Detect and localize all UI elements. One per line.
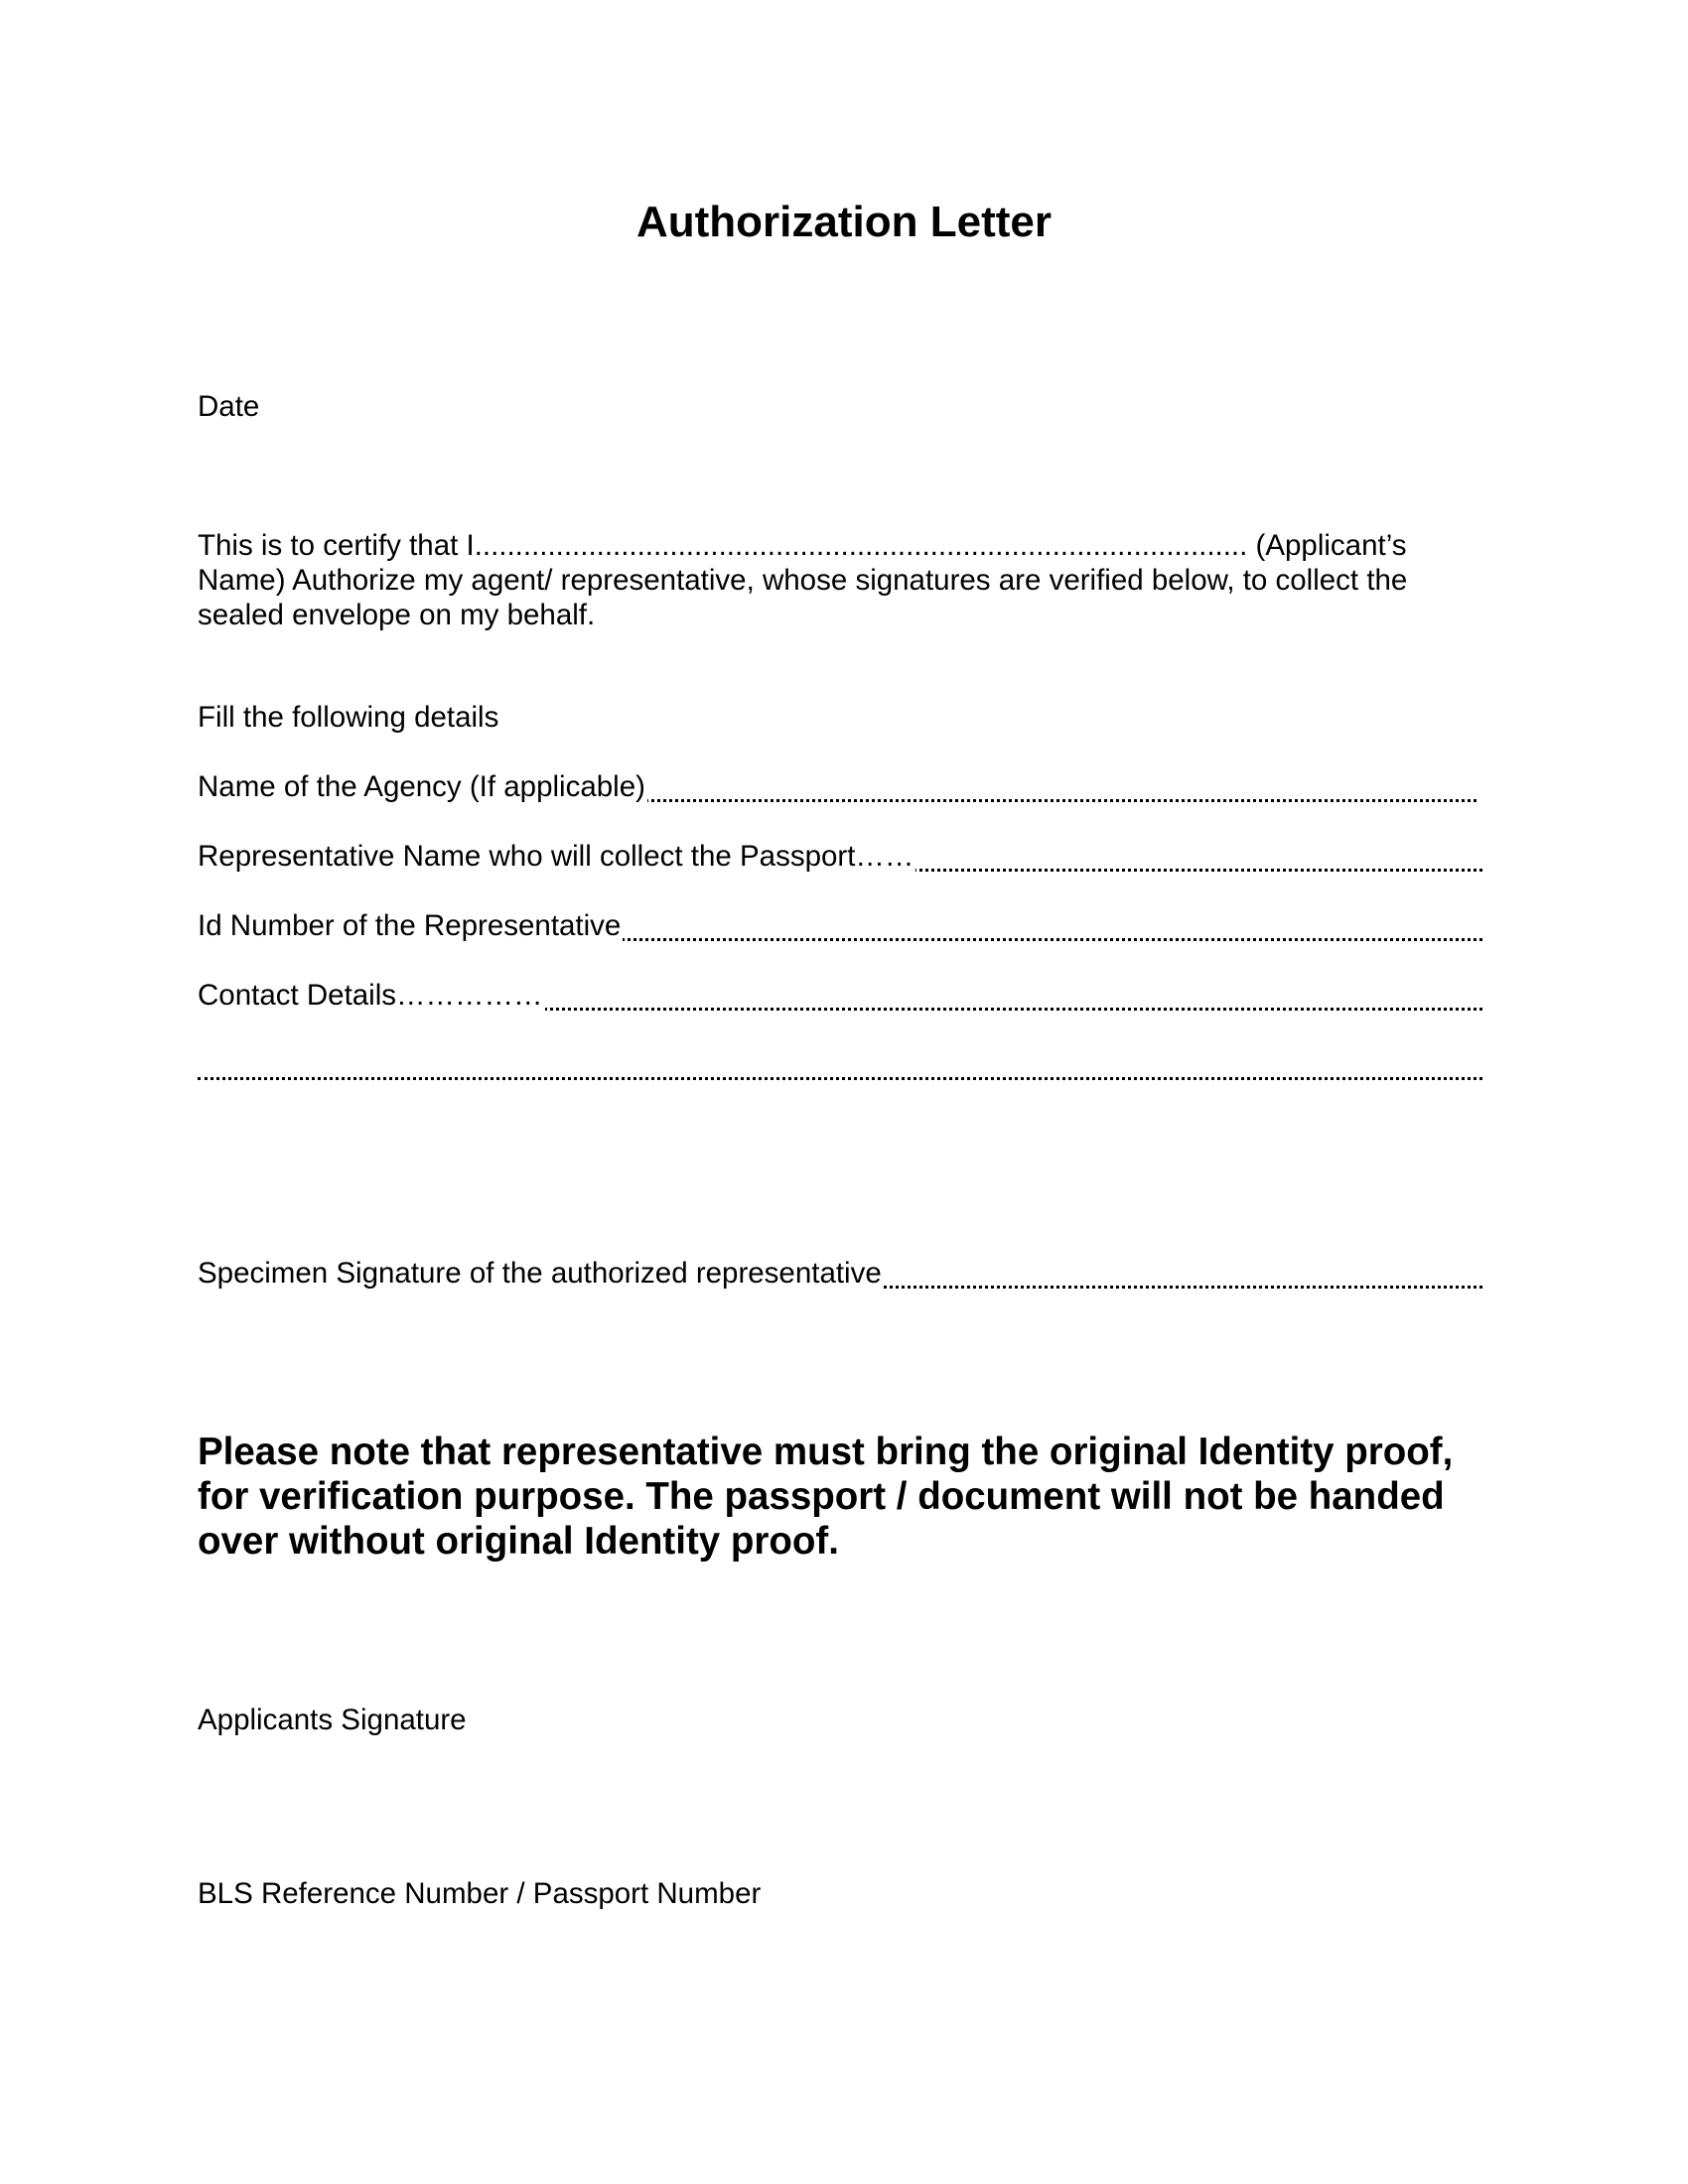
applicant-signature-label: Applicants Signature xyxy=(198,1704,467,1736)
fill-details-heading: Fill the following details xyxy=(198,701,499,734)
certify-line-3: sealed envelope on my behalf. xyxy=(198,599,596,631)
date-label: Date xyxy=(198,390,260,423)
representative-name-label: Representative Name who will collect the Passport…… xyxy=(198,840,914,873)
representative-id-field xyxy=(198,908,1482,948)
agency-name-field xyxy=(198,769,1477,809)
reference-number-label: BLS Reference Number / Passport Number xyxy=(198,1877,762,1910)
specimen-signature-label: Specimen Signature of the authorized representative xyxy=(198,1257,882,1290)
certify-line-2: Name) Authorize my agent/ representative, whose signatures are verified below, to collect the xyxy=(198,564,1408,597)
specimen-signature-field xyxy=(198,1256,1482,1296)
contact-extra-dotted-line xyxy=(198,1077,1482,1080)
identity-proof-note xyxy=(198,1430,1453,1564)
representative-id-label: Id Number of the Representative xyxy=(198,909,622,942)
contact-details-label: Contact Details…………… xyxy=(198,979,543,1012)
contact-details-extra-line xyxy=(198,1047,1482,1087)
contact-details-field xyxy=(198,978,1482,1018)
certify-paragraph xyxy=(198,528,1488,632)
document-title: Authorization Letter xyxy=(636,198,1052,246)
note-line-1: Please note that representative must bring the original Identity proof, xyxy=(198,1431,1454,1473)
note-line-3: over without original Identity proof. xyxy=(198,1520,839,1563)
representative-name-field xyxy=(198,839,1482,879)
agency-name-label: Name of the Agency (If applicable) xyxy=(198,770,645,803)
note-line-2: for verification purpose. The passport / document will not be handed xyxy=(198,1475,1445,1518)
certify-line-1: This is to certify that I............................................................................................... (Applicant’s xyxy=(198,529,1407,562)
